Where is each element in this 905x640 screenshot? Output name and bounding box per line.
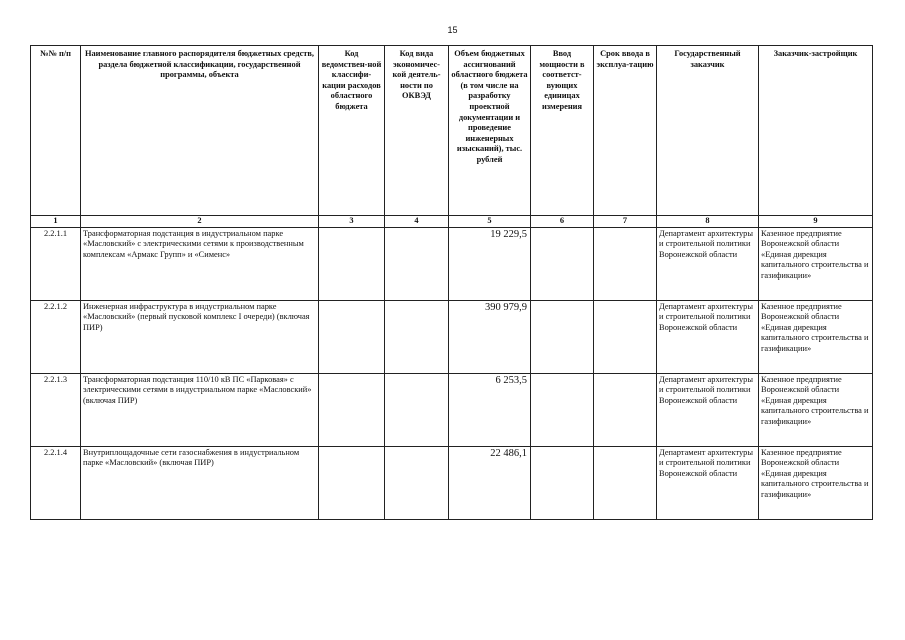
column-number: 3 [319,216,385,228]
amount-cell: 6 253,5 [449,373,531,446]
term-cell [594,446,657,519]
header-amount: Объем бюджетных ассигнований областного бюджета (в том числе на разработку проектной документации и проведение инженерных изысканий), тыс. рублей [449,46,531,216]
developer-cell: Казенное предприятие Воронежской области «Единая дирекция капитального строительства и газификации» [759,227,873,300]
developer-cell: Казенное предприятие Воронежской области «Единая дирекция капитального строительства и газификации» [759,300,873,373]
code-dept-cell [319,227,385,300]
header-customer: Государственный заказчик [657,46,759,216]
table-row [31,446,873,519]
budget-table [30,45,873,520]
term-cell [594,300,657,373]
header-term: Срок ввода в эксплуа-тацию [594,46,657,216]
column-number: 4 [385,216,449,228]
code-dept-cell [319,300,385,373]
developer-cell: Казенное предприятие Воронежской области «Единая дирекция капитального строительства и газификации» [759,373,873,446]
amount-cell: 390 979,9 [449,300,531,373]
amount-cell: 19 229,5 [449,227,531,300]
capacity-cell [531,300,594,373]
column-number: 6 [531,216,594,228]
column-number: 5 [449,216,531,228]
term-cell [594,227,657,300]
row-number: 2.2.1.3 [31,373,81,446]
term-cell [594,373,657,446]
page-number: 15 [447,25,458,35]
code-okved-cell [385,373,449,446]
table-row [31,227,873,300]
column-number-row [31,216,873,228]
code-okved-cell [385,227,449,300]
code-dept-cell [319,373,385,446]
column-number: 1 [31,216,81,228]
customer-cell: Департамент архитектуры и строительной политики Воронежской области [657,300,759,373]
header-num: №№ п/п [31,46,81,216]
table-row [31,300,873,373]
object-name: Внутриплощадочные сети газоснабжения в индустриальном парке «Масловский» (включая ПИР) [81,446,319,519]
header-name: Наименование главного распорядителя бюджетных средств, раздела бюджетной классификации, государственной программы, объекта [81,46,319,216]
customer-cell: Департамент архитектуры и строительной политики Воронежской области [657,227,759,300]
capacity-cell [531,227,594,300]
code-dept-cell [319,446,385,519]
customer-cell: Департамент архитектуры и строительной политики Воронежской области [657,373,759,446]
header-developer: Заказчик-застройщик [759,46,873,216]
developer-cell: Казенное предприятие Воронежской области «Единая дирекция капитального строительства и газификации» [759,446,873,519]
column-number: 7 [594,216,657,228]
column-number: 9 [759,216,873,228]
capacity-cell [531,373,594,446]
header-code-dept: Код ведомствен-ной классифи-кации расходов областного бюджета [319,46,385,216]
object-name: Трансформаторная подстанция в индустриальном парке «Масловский» с электрическими сетями к производственным комплексам «Армакс Групп» и «Сименс» [81,227,319,300]
table-row [31,373,873,446]
amount-cell: 22 486,1 [449,446,531,519]
header-code-okved: Код вида экономичес-кой деятель-ности по ОКВЭД [385,46,449,216]
code-okved-cell [385,300,449,373]
object-name: Трансформаторная подстанция 110/10 кВ ПС «Парковая» с электрическими сетями в индустриальном парке «Масловский» (включая ПИР) [81,373,319,446]
header-row [31,46,873,216]
column-number: 2 [81,216,319,228]
code-okved-cell [385,446,449,519]
row-number: 2.2.1.4 [31,446,81,519]
capacity-cell [531,446,594,519]
header-capacity: Ввод мощности в соответст-вующих единицах измерения [531,46,594,216]
row-number: 2.2.1.1 [31,227,81,300]
object-name: Инженерная инфраструктура в индустриальном парке «Масловский» (первый пусковой комплекс I очереди) (включая ПИР) [81,300,319,373]
row-number: 2.2.1.2 [31,300,81,373]
column-number: 8 [657,216,759,228]
customer-cell: Департамент архитектуры и строительной политики Воронежской области [657,446,759,519]
